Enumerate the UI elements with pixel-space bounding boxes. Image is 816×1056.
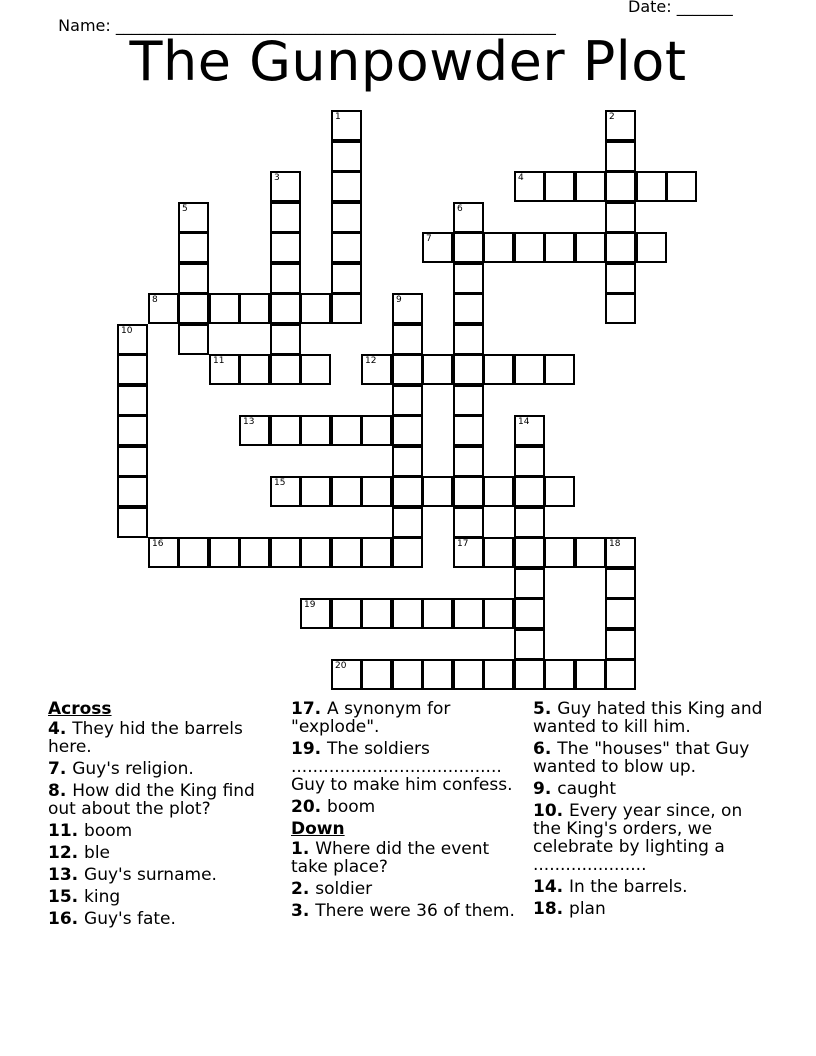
grid-cell[interactable]	[178, 232, 209, 263]
clue-number: 20	[335, 661, 347, 671]
clue-number: 17.	[291, 699, 328, 719]
grid-cell[interactable]	[605, 171, 636, 202]
grid-cell[interactable]	[331, 598, 362, 629]
grid-cell[interactable]	[178, 202, 209, 233]
grid-cell[interactable]	[209, 293, 240, 324]
clue-text: plan	[569, 899, 606, 919]
clue-text: In the barrels.	[569, 877, 688, 897]
clue-number: 12.	[48, 843, 85, 863]
grid-cell[interactable]	[453, 232, 484, 263]
clue	[291, 740, 527, 794]
clue	[533, 802, 769, 874]
clue-text: Guy's religion.	[72, 759, 194, 779]
grid-cell[interactable]	[270, 293, 301, 324]
clue-number: 5.	[533, 699, 558, 719]
grid-cell[interactable]	[514, 476, 545, 507]
clue-text: Every year since, on the King's orders, we celebrate by lighting a .....................	[533, 801, 743, 875]
grid-cell[interactable]	[514, 446, 545, 477]
clue-number: 4.	[48, 719, 73, 739]
clue-number: 14	[518, 417, 530, 427]
grid-cell[interactable]	[453, 598, 484, 629]
grid-cell[interactable]	[453, 385, 484, 416]
clue-text: king	[84, 887, 121, 907]
grid-cell[interactable]	[666, 171, 697, 202]
grid-cell[interactable]	[239, 537, 270, 568]
grid-cell[interactable]	[117, 385, 148, 416]
grid-cell[interactable]	[392, 598, 423, 629]
grid-cell[interactable]	[239, 293, 270, 324]
grid-cell[interactable]	[514, 568, 545, 599]
grid-cell[interactable]	[605, 568, 636, 599]
clue-number: 1	[335, 112, 341, 122]
grid-cell[interactable]	[331, 110, 362, 141]
clue-number: 13	[243, 417, 255, 427]
grid-cell[interactable]	[361, 598, 392, 629]
grid-cell[interactable]	[392, 537, 423, 568]
grid-cell[interactable]	[331, 293, 362, 324]
grid-cell[interactable]	[453, 354, 484, 385]
grid-cell[interactable]	[483, 232, 514, 263]
grid-cell[interactable]	[300, 476, 331, 507]
clue	[48, 866, 284, 884]
down-clue-list-continued	[533, 700, 769, 918]
clue-number: 3.	[291, 901, 316, 921]
grid-cell[interactable]	[392, 354, 423, 385]
grid-cell[interactable]	[117, 446, 148, 477]
clue	[291, 840, 527, 876]
clue-number: 20.	[291, 797, 328, 817]
grid-cell[interactable]	[422, 232, 453, 263]
grid-cell[interactable]	[392, 324, 423, 355]
across-heading: Across	[48, 699, 112, 719]
grid-cell[interactable]	[636, 171, 667, 202]
clue-number: 8	[152, 295, 158, 305]
grid-cell[interactable]	[605, 232, 636, 263]
grid-cell[interactable]	[239, 415, 270, 446]
grid-cell[interactable]	[605, 141, 636, 172]
clue-text: They hid the barrels here.	[48, 719, 243, 757]
down-clue-list	[291, 840, 527, 920]
grid-cell[interactable]	[514, 629, 545, 660]
clue-number: 15.	[48, 887, 85, 907]
grid-cell[interactable]	[483, 354, 514, 385]
clue	[291, 902, 527, 920]
name-label: Name: _______________________________________________________	[58, 16, 556, 35]
clue	[533, 700, 769, 736]
grid-cell[interactable]	[270, 232, 301, 263]
clue-number: 5	[182, 204, 188, 214]
grid-cell[interactable]	[544, 537, 575, 568]
grid-cell[interactable]	[483, 537, 514, 568]
clue	[533, 740, 769, 776]
grid-cell[interactable]	[514, 354, 545, 385]
grid-cell[interactable]	[453, 263, 484, 294]
grid-cell[interactable]	[605, 537, 636, 568]
grid-cell[interactable]	[331, 415, 362, 446]
clue-number: 11	[213, 356, 225, 366]
clue	[48, 910, 284, 928]
grid-cell[interactable]	[453, 293, 484, 324]
grid-cell[interactable]	[300, 598, 331, 629]
grid-cell[interactable]	[331, 263, 362, 294]
clue-number: 15	[274, 478, 286, 488]
clue-text: ble	[84, 843, 111, 863]
clue	[48, 782, 284, 818]
grid-cell[interactable]	[209, 537, 240, 568]
clue-number: 2.	[291, 879, 316, 899]
grid-cell[interactable]	[270, 324, 301, 355]
clue-number: 6.	[533, 739, 558, 759]
grid-cell[interactable]	[331, 232, 362, 263]
grid-cell[interactable]	[605, 598, 636, 629]
grid-cell[interactable]	[514, 598, 545, 629]
clue-number: 16.	[48, 909, 85, 929]
grid-cell[interactable]	[392, 446, 423, 477]
clue-number: 17	[457, 539, 469, 549]
grid-cell[interactable]	[117, 476, 148, 507]
grid-cell[interactable]	[331, 141, 362, 172]
clues-column-2	[291, 700, 527, 924]
grid-cell[interactable]	[514, 232, 545, 263]
grid-cell[interactable]	[117, 507, 148, 538]
clue	[48, 822, 284, 840]
grid-cell[interactable]	[575, 171, 606, 202]
clue-text: boom	[84, 821, 133, 841]
grid-cell[interactable]	[270, 171, 301, 202]
grid-cell[interactable]	[392, 507, 423, 538]
clue	[291, 880, 527, 898]
clue	[533, 878, 769, 896]
grid-cell[interactable]	[392, 415, 423, 446]
grid-cell[interactable]	[514, 537, 545, 568]
grid-cell[interactable]	[331, 659, 362, 690]
grid-cell[interactable]	[148, 537, 179, 568]
clues-column-3	[533, 700, 769, 922]
clue-number: 12	[365, 356, 377, 366]
grid-cell[interactable]	[605, 263, 636, 294]
grid-cell[interactable]	[361, 659, 392, 690]
grid-cell[interactable]	[605, 659, 636, 690]
grid-cell[interactable]	[300, 415, 331, 446]
clue	[291, 700, 527, 736]
clue-number: 10	[121, 326, 133, 336]
clue	[48, 844, 284, 862]
grid-cell[interactable]	[453, 507, 484, 538]
grid-cell[interactable]	[514, 659, 545, 690]
grid-cell[interactable]	[453, 446, 484, 477]
clue-number: 14.	[533, 877, 570, 897]
clue-number: 6	[457, 204, 463, 214]
clue-number: 11.	[48, 821, 85, 841]
clue-text: How did the King find out about the plot?	[48, 781, 255, 819]
grid-cell[interactable]	[270, 415, 301, 446]
clue-text: soldier	[315, 879, 373, 899]
grid-cell[interactable]	[270, 354, 301, 385]
grid-cell[interactable]	[300, 354, 331, 385]
grid-cell[interactable]	[575, 232, 606, 263]
clue-number: 13.	[48, 865, 85, 885]
clue-text: The "houses" that Guy wanted to blow up.	[533, 739, 750, 777]
grid-cell[interactable]	[575, 659, 606, 690]
grid-cell[interactable]	[331, 202, 362, 233]
grid-cell[interactable]	[422, 354, 453, 385]
clue	[291, 798, 527, 816]
clue-number: 4	[518, 173, 524, 183]
grid-cell[interactable]	[605, 293, 636, 324]
grid-cell[interactable]	[270, 202, 301, 233]
grid-cell[interactable]	[544, 232, 575, 263]
grid-cell[interactable]	[117, 324, 148, 355]
grid-cell[interactable]	[453, 659, 484, 690]
down-heading: Down	[291, 819, 345, 839]
clue-number: 19.	[291, 739, 328, 759]
clue	[48, 720, 284, 756]
grid-cell[interactable]	[514, 171, 545, 202]
grid-cell[interactable]	[331, 171, 362, 202]
grid-cell[interactable]	[605, 110, 636, 141]
grid-cell[interactable]	[422, 659, 453, 690]
grid-cell[interactable]	[178, 293, 209, 324]
clue-number: 3	[274, 173, 280, 183]
grid-cell[interactable]	[575, 537, 606, 568]
clue-number: 10.	[533, 801, 570, 821]
clue-text: The soldiers ....................................... Guy to make him confess.	[291, 739, 513, 795]
grid-cell[interactable]	[392, 293, 423, 324]
clue-number: 8.	[48, 781, 73, 801]
clue-text: caught	[557, 779, 616, 799]
grid-cell[interactable]	[117, 354, 148, 385]
clue-number: 7	[426, 234, 432, 244]
grid-cell[interactable]	[300, 537, 331, 568]
clues-column-1	[48, 700, 284, 932]
grid-cell[interactable]	[453, 202, 484, 233]
clue-text: Guy hated this King and wanted to kill him.	[533, 699, 763, 737]
grid-cell[interactable]	[453, 324, 484, 355]
grid-cell[interactable]	[544, 354, 575, 385]
grid-cell[interactable]	[178, 324, 209, 355]
clue-text: A synonym for "explode".	[291, 699, 451, 737]
clue-number: 7.	[48, 759, 73, 779]
grid-cell[interactable]	[483, 659, 514, 690]
grid-cell[interactable]	[361, 415, 392, 446]
grid-cell[interactable]	[270, 537, 301, 568]
grid-cell[interactable]	[605, 629, 636, 660]
grid-cell[interactable]	[178, 537, 209, 568]
grid-cell[interactable]	[300, 293, 331, 324]
clue-number: 18.	[533, 899, 570, 919]
grid-cell[interactable]	[270, 263, 301, 294]
grid-cell[interactable]	[514, 415, 545, 446]
clue-text: Guy's fate.	[84, 909, 176, 929]
grid-cell[interactable]	[453, 415, 484, 446]
clue-text: There were 36 of them.	[315, 901, 515, 921]
clue	[533, 780, 769, 798]
grid-cell[interactable]	[514, 507, 545, 538]
grid-cell[interactable]	[453, 476, 484, 507]
grid-cell[interactable]	[392, 659, 423, 690]
clue-number: 9	[396, 295, 402, 305]
grid-cell[interactable]	[239, 354, 270, 385]
page-title: The Gunpowder Plot	[129, 30, 687, 93]
grid-cell[interactable]	[422, 476, 453, 507]
grid-cell[interactable]	[361, 476, 392, 507]
grid-cell[interactable]	[361, 354, 392, 385]
grid-cell[interactable]	[483, 476, 514, 507]
clue-text: boom	[327, 797, 376, 817]
across-clue-list	[48, 720, 284, 928]
date-label: Date: _______	[628, 0, 733, 16]
clue-number: 2	[609, 112, 615, 122]
clue-text: Guy's surname.	[84, 865, 217, 885]
grid-cell[interactable]	[392, 476, 423, 507]
grid-cell[interactable]	[178, 263, 209, 294]
clue	[533, 900, 769, 918]
grid-cell[interactable]	[544, 476, 575, 507]
clue	[48, 760, 284, 778]
grid-cell[interactable]	[209, 354, 240, 385]
grid-cell[interactable]	[422, 598, 453, 629]
clue-number: 16	[152, 539, 164, 549]
grid-cell[interactable]	[331, 537, 362, 568]
grid-cell[interactable]	[544, 659, 575, 690]
grid-cell[interactable]	[270, 476, 301, 507]
clue-number: 1.	[291, 839, 316, 859]
clue-number: 9.	[533, 779, 558, 799]
grid-cell[interactable]	[361, 537, 392, 568]
grid-cell[interactable]	[544, 171, 575, 202]
clue	[48, 888, 284, 906]
grid-cell[interactable]	[331, 476, 362, 507]
grid-cell[interactable]	[148, 293, 179, 324]
clue-number: 19	[304, 600, 316, 610]
clue-number: 18	[609, 539, 621, 549]
grid-cell[interactable]	[453, 537, 484, 568]
grid-cell[interactable]	[636, 232, 667, 263]
grid-cell[interactable]	[392, 385, 423, 416]
clue-text: Where did the event take place?	[291, 839, 490, 877]
grid-cell[interactable]	[117, 415, 148, 446]
grid-cell[interactable]	[605, 202, 636, 233]
across-clue-list-continued	[291, 700, 527, 816]
grid-cell[interactable]	[483, 598, 514, 629]
